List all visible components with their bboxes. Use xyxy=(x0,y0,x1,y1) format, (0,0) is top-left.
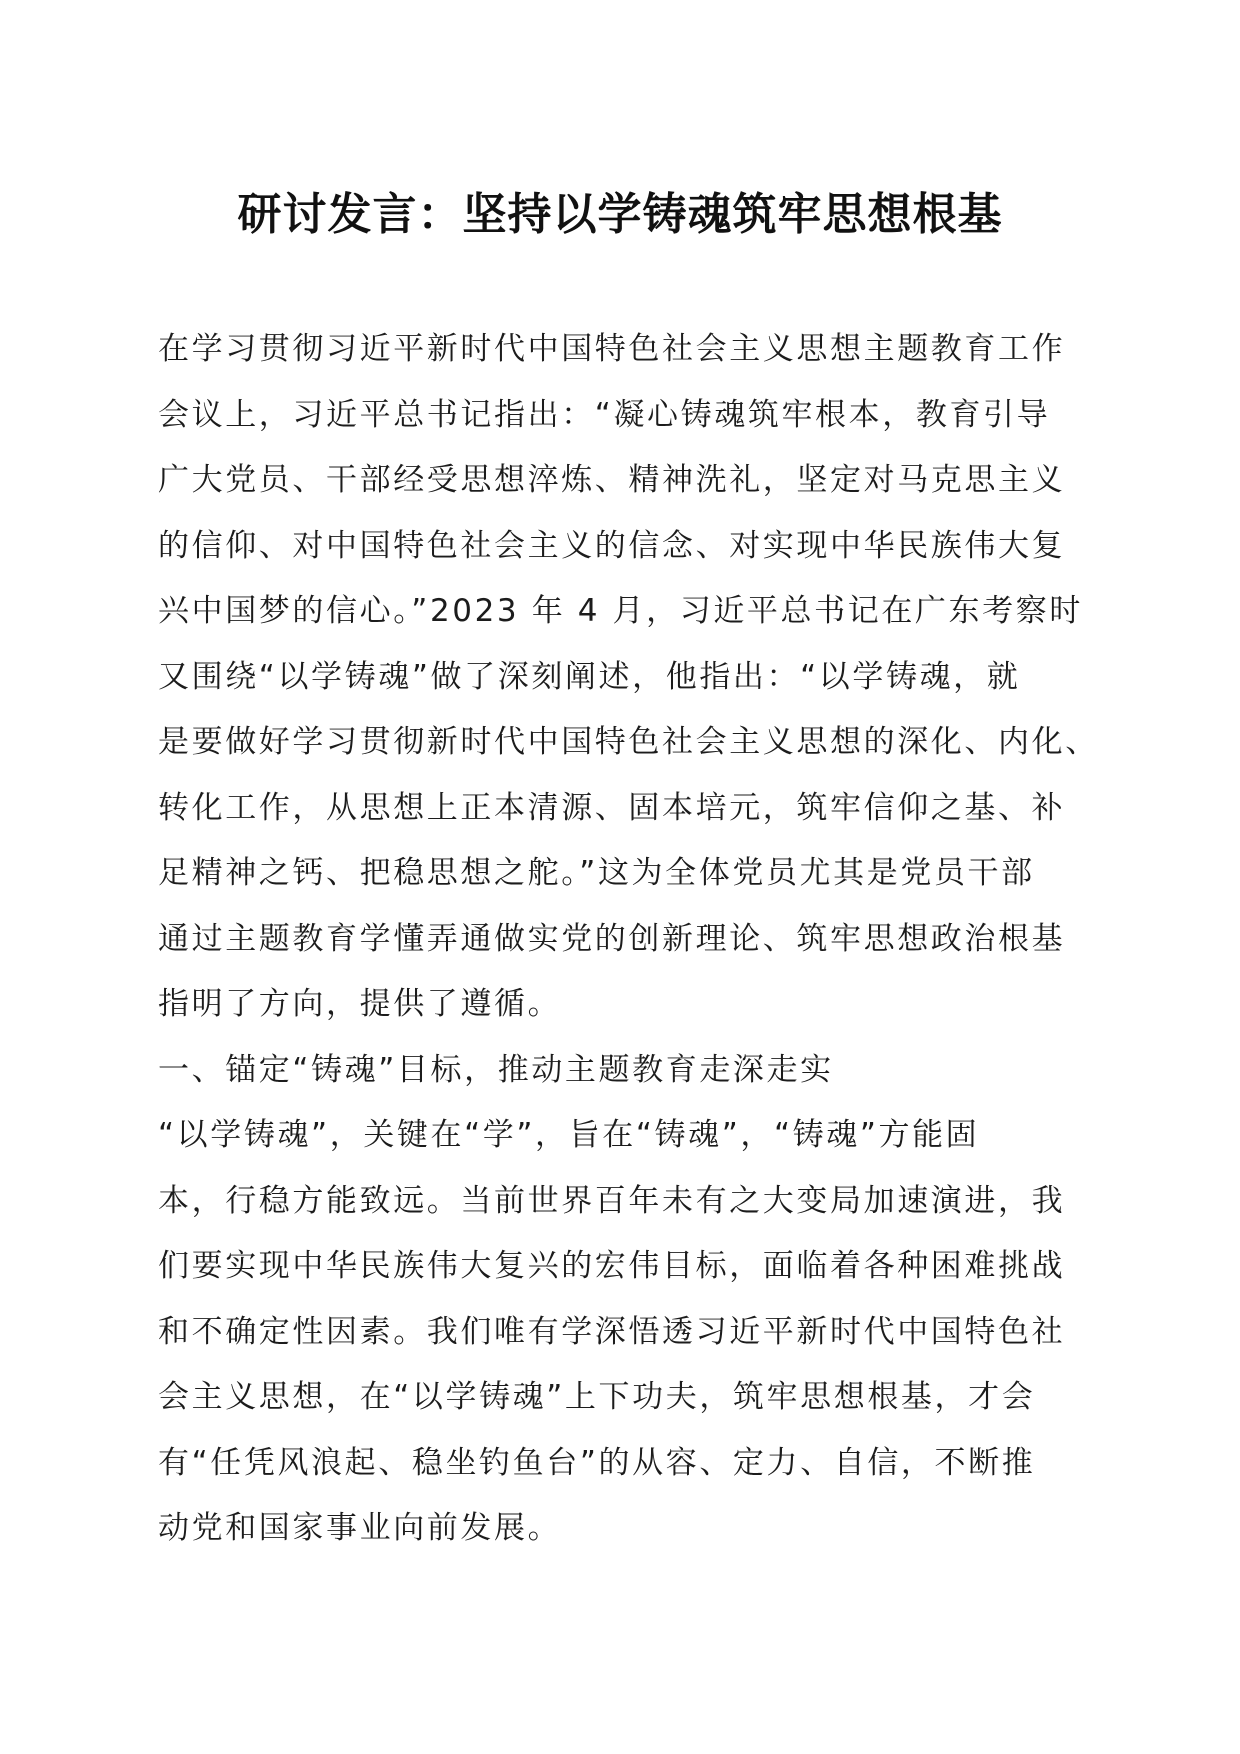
body-line: 足精神之钙、把稳思想之舵。”这为全体党员尤其是党员干部 xyxy=(158,855,1035,891)
body-line: 又围绕“以学铸魂”做了深刻阐述，他指出：“以学铸魂，就 xyxy=(158,658,1021,695)
body-line: 的信仰、对中国特色社会主义的信念、对实现中华民族伟大复 xyxy=(158,527,1066,564)
body-line: 有“任凭风浪起、稳坐钓鱼台”的从容、定力、自信，不断推 xyxy=(158,1444,1036,1481)
body-line: 和不确定性因素。我们唯有学深悟透习近平新时代中国特色社 xyxy=(158,1313,1066,1350)
body-line: 指明了方向，提供了遵循。 xyxy=(158,986,562,1022)
section-heading: 一、锚定“铸魂”目标，推动主题教育走深走实 xyxy=(158,1051,834,1088)
body-line: 兴中国梦的信心。”2023 年 4 月，习近平总书记在广东考察时 xyxy=(158,593,1083,629)
body-line: 是要做好学习贯彻新时代中国特色社会主义思想的深化、内化、 xyxy=(158,724,1099,760)
body-line: 转化工作，从思想上正本清源、固本培元，筑牢信仰之基、补 xyxy=(158,789,1066,826)
document-title: 研讨发言：坚持以学铸魂筑牢思想根基 xyxy=(237,189,1003,240)
body-line: 广大党员、干部经受思想淬炼、精神洗礼，坚定对马克思主义 xyxy=(158,462,1066,498)
document-body xyxy=(158,317,1099,1562)
body-line: 会议上，习近平总书记指出：“凝心铸魂筑牢根本，教育引导 xyxy=(158,396,1051,433)
body-line: “以学铸魂”，关键在“学”，旨在“铸魂”，“铸魂”方能固 xyxy=(158,1117,980,1153)
body-line: 动党和国家事业向前发展。 xyxy=(158,1510,562,1546)
body-line: 本，行稳方能致远。当前世界百年未有之大变局加速演进，我 xyxy=(158,1182,1066,1219)
body-line: 会主义思想，在“以学铸魂”上下功夫，筑牢思想根基，才会 xyxy=(158,1379,1036,1415)
body-line: 通过主题教育学懂弄通做实党的创新理论、筑牢思想政治根基 xyxy=(158,920,1066,957)
body-line: 在学习贯彻习近平新时代中国特色社会主义思想主题教育工作 xyxy=(158,331,1066,367)
body-line: 们要实现中华民族伟大复兴的宏伟目标，面临着各种困难挑战 xyxy=(158,1248,1066,1284)
